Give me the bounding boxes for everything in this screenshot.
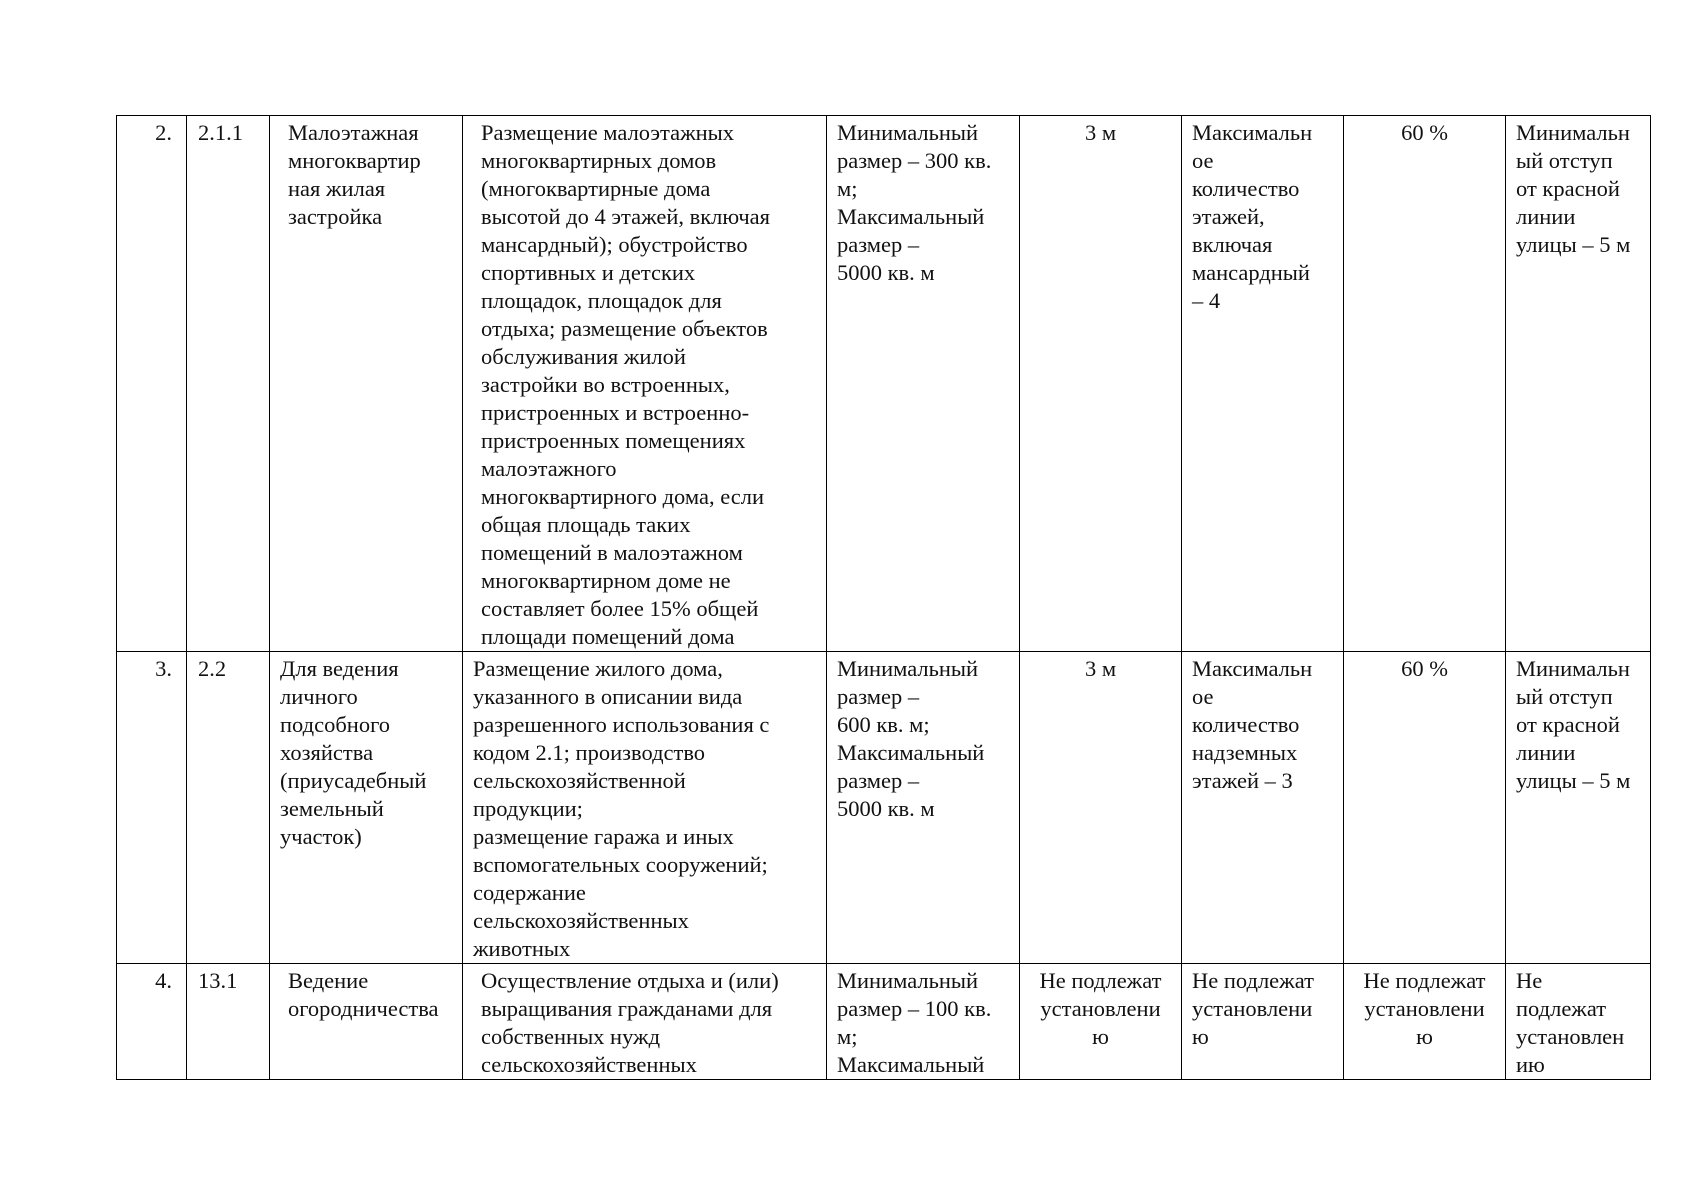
row-number-cell: 3. bbox=[117, 652, 187, 964]
use-name-cell: Малоэтажная многоквартир ная жилая застройка bbox=[270, 116, 463, 652]
use-code-cell: 2.1.1 bbox=[187, 116, 270, 652]
use-code-cell: 2.2 bbox=[187, 652, 270, 964]
table-row bbox=[117, 652, 1651, 964]
row-number-cell: 4. bbox=[117, 964, 187, 1080]
floors-cell: Максимальн ое количество надземных этажей – 3 bbox=[1182, 652, 1344, 964]
use-name-cell: Ведение огородничества bbox=[270, 964, 463, 1080]
plot-size-cell: Минимальный размер – 600 кв. м; Максимальный размер – 5000 кв. м bbox=[827, 652, 1020, 964]
red-line-setback-cell: Не подлежат установлен ию bbox=[1506, 964, 1651, 1080]
use-name-cell: Для ведения личного подсобного хозяйства (приусадебный земельный участок) bbox=[270, 652, 463, 964]
use-description-cell: Размещение жилого дома, указанного в описании вида разрешенного использования с кодом 2.1; производство сельскохозяйственной продукции; размещение гаража и иных вспомогательных сооружений; содержание сельскохозяйственных животных bbox=[463, 652, 827, 964]
red-line-setback-cell: Минимальн ый отступ от красной линии улицы – 5 м bbox=[1506, 116, 1651, 652]
table-row bbox=[117, 964, 1651, 1080]
use-description-cell: Размещение малоэтажных многоквартирных домов (многоквартирные дома высотой до 4 этажей, включая мансардный); обустройство спортивных и детских площадок, площадок для отдыха; размещение объектов обслуживания жилой застройки во встроенных, пристроенных и встроенно- пристроенных помещениях малоэтажного многоквартирного дома, если общая площадь таких помещений в малоэтажном многоквартирном доме не составляет более 15% общей площади помещений дома bbox=[463, 116, 827, 652]
floors-cell: Максимальн ое количество этажей, включая мансардный – 4 bbox=[1182, 116, 1344, 652]
setback-cell: 3 м bbox=[1020, 652, 1182, 964]
plot-size-cell: Минимальный размер – 100 кв. м; Максимальный bbox=[827, 964, 1020, 1080]
red-line-setback-cell: Минимальн ый отступ от красной линии улицы – 5 м bbox=[1506, 652, 1651, 964]
setback-cell: Не подлежат установлени ю bbox=[1020, 964, 1182, 1080]
coverage-cell: Не подлежат установлени ю bbox=[1344, 964, 1506, 1080]
plot-size-cell: Минимальный размер – 300 кв. м; Максимальный размер – 5000 кв. м bbox=[827, 116, 1020, 652]
use-description-cell: Осуществление отдыха и (или) выращивания гражданами для собственных нужд сельскохозяйственных bbox=[463, 964, 827, 1080]
use-code-cell: 13.1 bbox=[187, 964, 270, 1080]
land-use-regulations-table bbox=[116, 115, 1651, 1080]
row-number-cell: 2. bbox=[117, 116, 187, 652]
setback-cell: 3 м bbox=[1020, 116, 1182, 652]
floors-cell: Не подлежат установлени ю bbox=[1182, 964, 1344, 1080]
table-row bbox=[117, 116, 1651, 652]
coverage-cell: 60 % bbox=[1344, 652, 1506, 964]
coverage-cell: 60 % bbox=[1344, 116, 1506, 652]
